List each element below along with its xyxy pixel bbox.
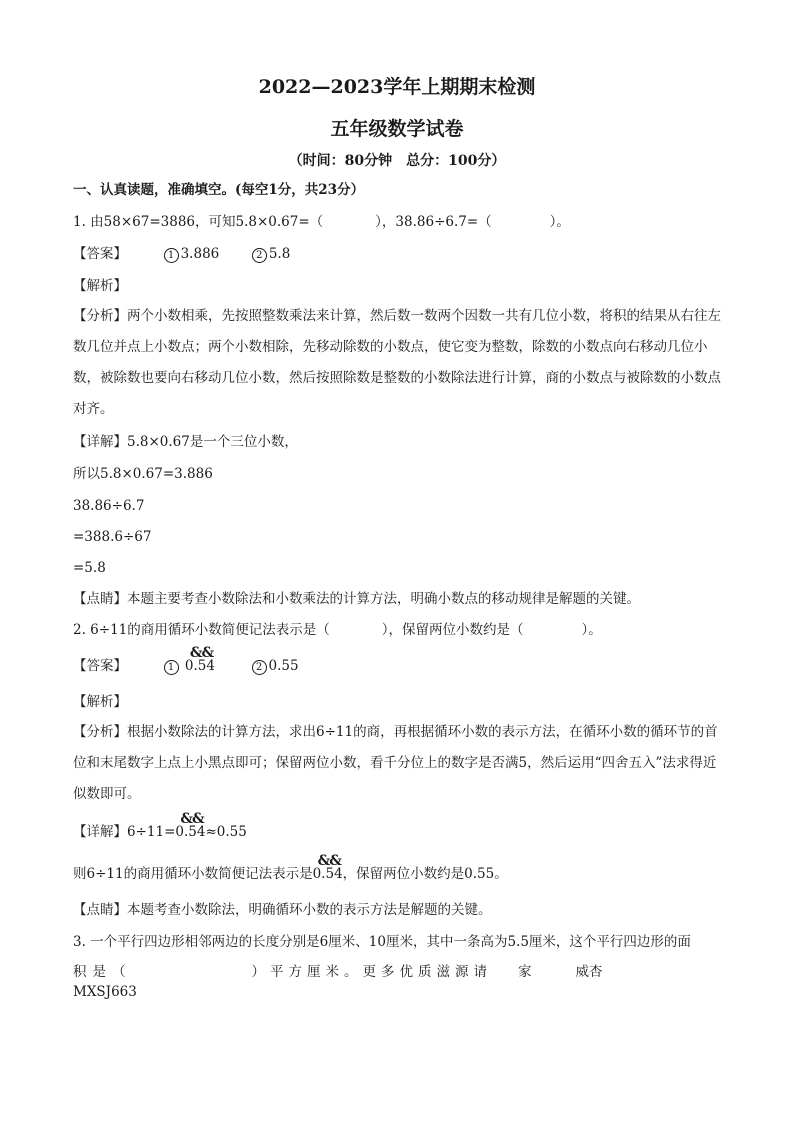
q2-stem <box>73 620 602 640</box>
q1-dianjing <box>73 589 640 609</box>
q2-stem-part-b: ），保留两位小数约是（ <box>381 622 524 638</box>
repeating-dots: && <box>317 853 341 869</box>
answer-tag: 【答案】 <box>73 658 127 674</box>
q3-stem-part-a: 积是（ <box>73 964 132 980</box>
q1-fenxi <box>73 301 723 425</box>
q2-fenxi-text: 根据小数除法的计算方法，求出6÷11的商，再根据循环小数的表示方法，在循环小数的循环节的首位和末尾数字上点上小黑点即可；保留两位小数，看千分位上的数字是否满5，然后运用“四舍五入”法求得近似数即可。 <box>73 724 718 802</box>
exam-title: 2022—2023学年上期期末检测 <box>258 76 536 98</box>
q1-stem-part-b: ），38.86÷6.7=（ <box>375 214 492 230</box>
answer-tag: 【答案】 <box>73 246 127 262</box>
section-heading: 一、认真读题，准确填空。(每空1分，共23分） <box>73 182 365 198</box>
repeating-decimal-value: 0.54 <box>175 824 206 840</box>
repeating-decimal <box>312 853 343 884</box>
q1-stem-part-a: 1. 由58×67=3886，可知5.8×0.67=（ <box>73 214 324 230</box>
q1-dianjing-text: 本题主要考查小数除法和小数乘法的计算方法，明确小数点的移动规律是解题的关键。 <box>127 591 640 607</box>
xiangjie-tag: 【详解】 <box>73 434 127 450</box>
q2-answer-2: 0.55 <box>268 658 299 674</box>
q1-fenxi-text: 两个小数相乘，先按照整数乘法来计算，然后数一数两个因数一共有几位小数，将积的结果从右往左数几位并点上小数点；两个小数相除，先移动除数的小数点，使它变为整数，除数的小数点向右移动几位小数，被除数也要向右移动几位小数，然后按照除数是整数的小数除法进行计算，商的小数点与被除数的小数点对齐。 <box>73 308 721 417</box>
q3-stem-part-d: 威杏 <box>575 964 603 980</box>
answer-number-2: 2 <box>252 660 267 675</box>
q1-xiangjie-2: 所以5.8×0.67=3.886 <box>73 466 213 482</box>
q1-answer-1: 3.886 <box>180 246 220 262</box>
q2-xiangjie-text-1a: 6÷11= <box>127 824 176 840</box>
repeating-decimal-value: 0.54 <box>312 866 343 882</box>
q2-xiangjie-text-2a: 则6÷11的商用循环小数简便记法表示是 <box>73 866 313 882</box>
q1-xiangjie-4: =388.6÷67 <box>73 529 152 545</box>
q2-answer-1-repeating-decimal <box>184 645 215 676</box>
q3-stem-part-e: MXSJ663 <box>73 984 137 1000</box>
xiangjie-tag: 【详解】 <box>73 824 127 840</box>
q2-answer-1: 0.54 <box>184 658 215 674</box>
dianjing-tag: 【点睛】 <box>73 591 127 607</box>
repeating-dots: && <box>189 645 214 661</box>
q2-xiangjie-2 <box>73 853 508 884</box>
q2-stem-part-c: ）。 <box>581 622 602 638</box>
q2-xiangjie-text-1b: ≈0.55 <box>205 824 247 840</box>
exam-subtitle: 五年级数学试卷 <box>330 118 464 140</box>
q2-analysis-tag: 【解析】 <box>73 694 127 710</box>
q1-xiangjie-text-1: 5.8×0.67是一个三位小数， <box>127 434 298 450</box>
dianjing-tag: 【点睛】 <box>73 902 127 918</box>
q2-stem-part-a: 2. 6÷11的商用循环小数简便记法表示是（ <box>73 622 330 638</box>
q1-xiangjie-3: 38.86÷6.7 <box>73 498 145 514</box>
q2-answer <box>73 645 299 676</box>
q3-stem-part-b: ）平方厘米。更多优质滋源请 <box>251 964 492 980</box>
q1-answer-2: 5.8 <box>268 246 291 262</box>
q1-answer <box>73 244 290 264</box>
q1-analysis-tag: 【解析】 <box>73 278 127 294</box>
q3-stem-part-c: 家 <box>518 964 532 980</box>
q2-xiangjie-text-2b: ，保留两位小数约是0.55。 <box>342 866 508 882</box>
fenxi-tag: 【分析】 <box>73 724 127 740</box>
q3-stem-line-2 <box>73 962 723 1002</box>
answer-number-2: 2 <box>252 248 267 263</box>
fenxi-tag: 【分析】 <box>73 308 127 324</box>
exam-meta: （时间：80分钟 总分：100分） <box>288 153 506 169</box>
q1-xiangjie-1 <box>73 432 298 452</box>
repeating-dots: && <box>180 811 204 827</box>
q2-fenxi <box>73 717 723 810</box>
answer-number-1: 1 <box>164 248 179 263</box>
q2-dianjing <box>73 900 492 920</box>
q1-stem-part-c: ）。 <box>549 214 570 230</box>
q2-dianjing-text: 本题考查小数除法，明确循环小数的表示方法是解题的关键。 <box>127 902 492 918</box>
q3-stem: 3. 一个平行四边形相邻两边的长度分别是6厘米、10厘米，其中一条高为5.5厘米，这个平行四边形的面 <box>73 934 691 950</box>
q1-xiangjie-5: =5.8 <box>73 560 106 576</box>
q1-stem <box>73 212 570 232</box>
repeating-decimal <box>175 811 206 842</box>
q2-xiangjie-1 <box>73 811 247 842</box>
answer-number-1: 1 <box>164 660 179 675</box>
